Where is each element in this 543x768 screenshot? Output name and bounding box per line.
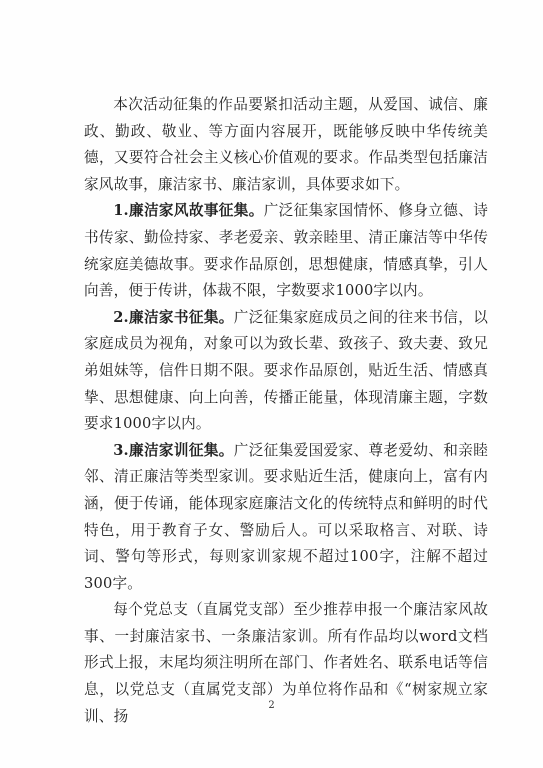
section-heading-2: 2.廉洁家书征集。 <box>113 308 234 326</box>
section-heading-1: 1.廉洁家风故事征集。 <box>113 202 264 220</box>
section-text-3: 广泛征集爱国爱家、尊老爱幼、和亲睦邻、清正廉洁等类型家训。要求贴近生活，健康向上，富有内涵，便于传诵，能体现家庭廉洁文化的传统特点和鲜明的时代特色，用于教育子女、警励后人。可以采取格言、对联、诗词、警句等形式，每则家训家规不超过100字，注解不超过300字。 <box>84 441 488 592</box>
section-paragraph-3 <box>84 438 488 598</box>
section-text-2: 广泛征集家庭成员之间的往来书信，以家庭成员为视角，对象可以为致长辈、致孩子、致夫妻、致兄弟姐妹等，信件日期不限。要求作品原创，贴近生活、情感真挚、思想健康、向上向善，传播正能量，体现清廉主题，字数要求1000字以内。 <box>84 308 488 433</box>
section-text-1: 广泛征集家国情怀、修身立德、诗书传家、勤俭持家、孝老爱亲、敦亲睦里、清正廉洁等中华传统家庭美德故事。要求作品原创，思想健康，情感真挚，引人向善，便于传讲，体裁不限，字数要求1000字以内。 <box>84 202 488 300</box>
page-number: 2 <box>268 700 275 711</box>
document-body <box>84 92 488 730</box>
closing-paragraph: 每个党总支（直属党支部）至少推荐申报一个廉洁家风故事、一封廉洁家书、一条廉洁家训。所有作品均以word文档形式上报，末尾均须注明所在部门、作者姓名、联系电话等信息，以党总支（直属党支部）为单位将作品和《“树家规立家训、扬 <box>84 601 488 725</box>
section-paragraph-2 <box>84 305 488 438</box>
intro-paragraph: 本次活动征集的作品要紧扣活动主题，从爱国、诚信、廉政、勤政、敬业、等方面内容展开，既能够反映中华传统美德，又要符合社会主义核心价值观的要求。作品类型包括廉洁家风故事，廉洁家书、廉洁家训，具体要求如下。 <box>84 96 488 193</box>
section-paragraph-1 <box>84 198 488 304</box>
section-heading-3: 3.廉洁家训征集。 <box>113 441 234 459</box>
